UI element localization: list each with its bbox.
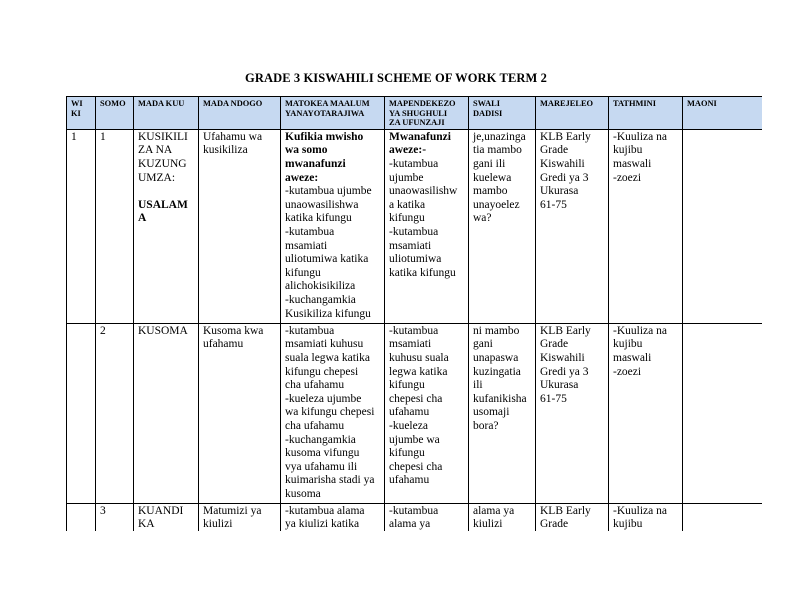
cell-swali-dadisi: je,unazinga tia mambo gani ili kuelewa mambo unayoelez wa? bbox=[469, 129, 536, 323]
cell-somo: 2 bbox=[96, 323, 134, 503]
table-header-row bbox=[67, 97, 763, 130]
header-somo: SOMO bbox=[96, 97, 134, 130]
matokeo-text: -kutambua ujumbe unaowasilishwa katika kifungu -kutambua msamiati uliotumiwa katika kifungu alichokisikiliza -kuchangamkia Kusikiliza kifungu bbox=[285, 185, 372, 320]
mada-kuu-text: KUSIKILI ZA NA KUZUNG UMZA: bbox=[138, 130, 188, 184]
cell-tathmini: -Kuuliza na kujibu bbox=[609, 503, 683, 531]
cell-mada-kuu bbox=[134, 129, 199, 323]
cell-mapendekezo: -kutambua msamiati kuhusu suala legwa katika kifungu chepesi cha ufahamu -kueleza ujumbe wa kifungu chepesi cha ufahamu bbox=[385, 323, 469, 503]
cell-mada-ndogo: Ufahamu wa kusikiliza bbox=[199, 129, 281, 323]
cell-marejeleo: KLB Early Grade Kiswahili Gredi ya 3 Ukurasa 61-75 bbox=[536, 129, 609, 323]
cell-mapendekezo bbox=[385, 129, 469, 323]
cell-mada-ndogo: Kusoma kwa ufahamu bbox=[199, 323, 281, 503]
cell-tathmini: -Kuuliza na kujibu maswali -zoezi bbox=[609, 323, 683, 503]
cell-maoni bbox=[683, 503, 763, 531]
header-mada-kuu: MADA KUU bbox=[134, 97, 199, 130]
cell-wiki bbox=[67, 323, 96, 503]
cell-somo: 3 bbox=[96, 503, 134, 531]
table-row bbox=[67, 323, 763, 503]
cell-matokeo: -kutambua alama ya kiulizi katika bbox=[281, 503, 385, 531]
cell-maoni bbox=[683, 323, 763, 503]
cell-matokeo bbox=[281, 129, 385, 323]
header-mada-ndogo: MADA NDOGO bbox=[199, 97, 281, 130]
cell-swali-dadisi: ni mambo gani unapaswa kuzingatia ili kufanikisha usomaji bora? bbox=[469, 323, 536, 503]
cell-wiki bbox=[67, 503, 96, 531]
cell-mada-kuu: KUSOMA bbox=[134, 323, 199, 503]
table-row bbox=[67, 503, 763, 531]
cell-mada-ndogo: Matumizi ya kiulizi bbox=[199, 503, 281, 531]
header-tathmini: TATHMINI bbox=[609, 97, 683, 130]
mada-kuu-bold-text: USALAM A bbox=[138, 198, 188, 225]
cell-mapendekezo: -kutambua alama ya bbox=[385, 503, 469, 531]
cell-marejeleo: KLB Early Grade Kiswahili Gredi ya 3 Ukurasa 61-75 bbox=[536, 323, 609, 503]
header-matokeo: MATOKEA MAALUM YANAYOTARAJIWA bbox=[281, 97, 385, 130]
cell-wiki: 1 bbox=[67, 129, 96, 323]
mapendekezo-text: -kutambua ujumbe unaowasilishw a katika kifungu -kutambua msamiati uliotumiwa katika kifungu bbox=[389, 157, 458, 279]
header-maoni: MAONI bbox=[683, 97, 763, 130]
header-marejeleo: MAREJELEO bbox=[536, 97, 609, 130]
cell-somo: 1 bbox=[96, 129, 134, 323]
cell-maoni bbox=[683, 129, 763, 323]
cell-swali-dadisi: alama ya kiulizi bbox=[469, 503, 536, 531]
table-row bbox=[67, 129, 763, 323]
scheme-table-container bbox=[66, 96, 762, 531]
document-title: GRADE 3 KISWAHILI SCHEME OF WORK TERM 2 bbox=[245, 71, 547, 85]
header-wiki: WI KI bbox=[67, 97, 96, 130]
cell-marejeleo: KLB Early Grade bbox=[536, 503, 609, 531]
header-mapendekezo: MAPENDEKEZO YA SHUGHULI ZA UFUNZAJI bbox=[385, 97, 469, 130]
cell-tathmini: -Kuuliza na kujibu maswali -zoezi bbox=[609, 129, 683, 323]
scheme-of-work-table bbox=[66, 96, 762, 531]
mapendekezo-bold-text: Mwanafunzi aweze:- bbox=[389, 130, 451, 157]
cell-mada-kuu: KUANDI KA bbox=[134, 503, 199, 531]
matokeo-bold-text: Kufikia mwisho wa somo mwanafunzi aweze: bbox=[285, 130, 364, 184]
header-swali-dadisi: SWALI DADISI bbox=[469, 97, 536, 130]
cell-matokeo: -kutambua msamiati kuhusu suala legwa katika kifungu chepesi cha ufahamu -kueleza ujumbe wa kifungu chepesi cha ufahamu -kuchangamkia kusoma vifungu vya ufahamu ili kuimarisha stadi ya kusoma bbox=[281, 323, 385, 503]
